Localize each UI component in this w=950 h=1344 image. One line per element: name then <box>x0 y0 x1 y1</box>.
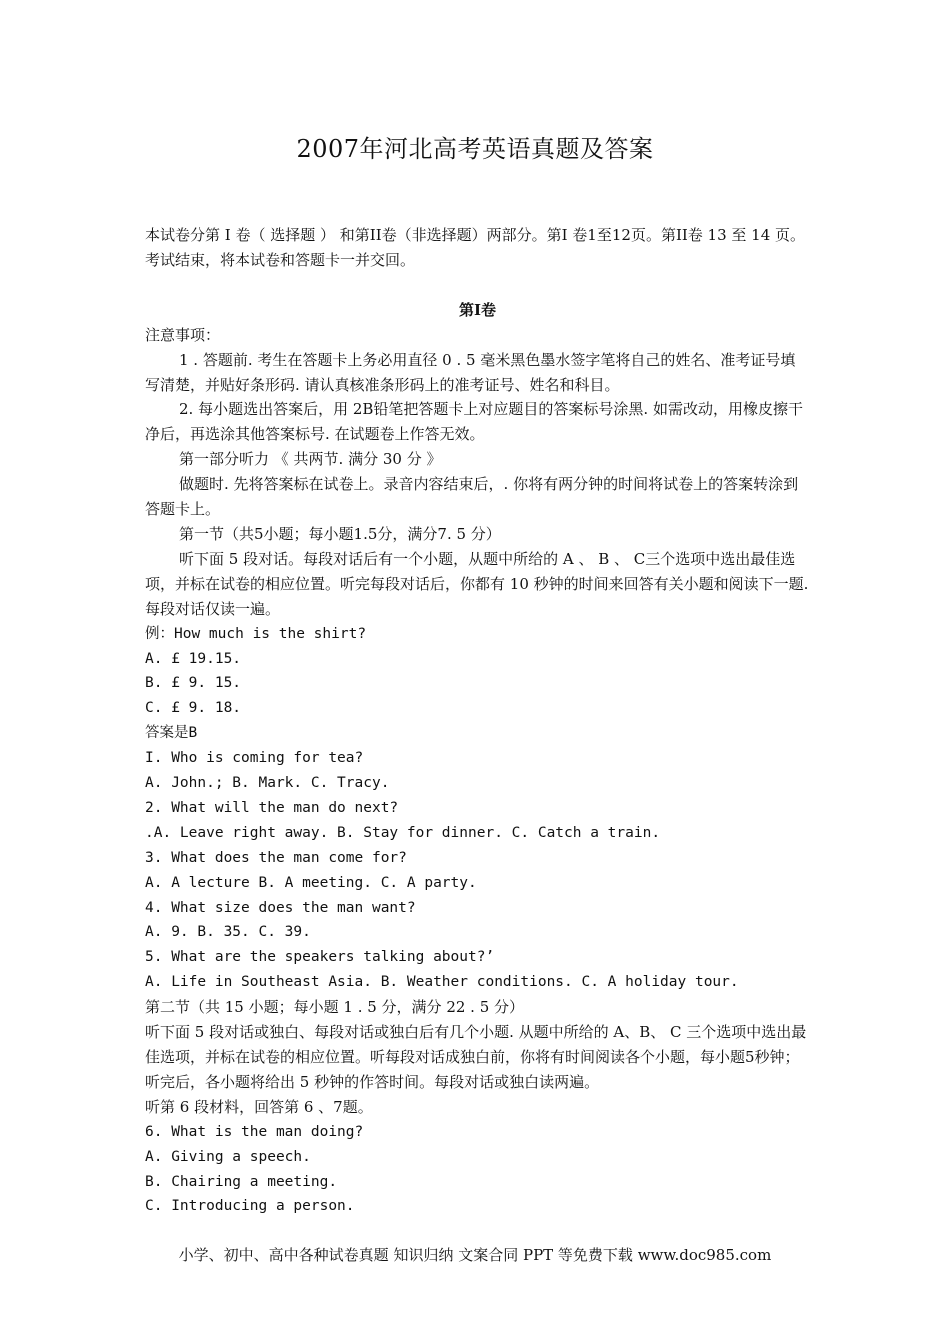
notice-item-2: 2. 每小题选出答案后，用 2B铅笔把答题卡上对应题目的答案标号涂黑. 如需改动，用橡皮擦干净后，再选涂其他答案标号. 在试题卷上作答无效。 <box>145 400 803 444</box>
text-line: 4. What size does the man want? <box>145 899 416 916</box>
section2-description: 听下面 5 段对话或独白、每段对话或独白后有几个小题. 从题中所给的 A、B、 C 三个选项中选出最佳选项，并标在试卷的相应位置。听每段对话成独白前，你将有时间阅读各个小题，每小题5秒钟；听完后，各小题将给出 5 秒钟的作答时间。每段对话或独白读两遍。 <box>145 1023 807 1091</box>
text-line: 例：How much is the shirt? <box>145 625 367 642</box>
text-line: A. A lecture B. A meeting. C. A party. <box>145 874 477 891</box>
text-line: A. Life in Southeast Asia. B. Weather conditions. C. A holiday tour. <box>145 974 739 991</box>
text-line: 5. What are the speakers talking about?’ <box>145 949 495 966</box>
text-line: 答案是B <box>145 725 198 742</box>
section2-title: 第二节（共 15 小题；每小题 1 . 5 分，满分 22 . 5 分） <box>145 998 525 1017</box>
text-line: B. Chairing a meeting. <box>145 1173 338 1190</box>
text-line: .A. Leave right away. B. Stay for dinner. C. Catch a train. <box>145 824 661 841</box>
page-title: 2007年河北高考英语真题及答案 <box>296 135 654 163</box>
notice-item-1: 1 . 答题前. 考生在答题卡上务必用直径 0 . 5 毫米黑色墨水签字笔将自己的姓名、准考证号填写清楚，并贴好条形码. 请认真核准条形码上的准考证号、姓名和科目。 <box>145 350 796 394</box>
text-line: A. £ 19.15. <box>145 650 242 667</box>
text-line: A. Giving a speech. <box>145 1148 311 1165</box>
notice-label: 注意事项： <box>145 325 221 344</box>
page-footer: 小学、初中、高中各种试卷真题 知识归纳 文案合同 PPT 等免费下载 www.doc985.com <box>178 1246 772 1264</box>
part1-title: 第一部分听力 《 共两节. 满分 30 分 》 <box>179 450 442 469</box>
intro-paragraph: 本试卷分第 I 卷（ 选择题 ） 和第II卷（非选择题）两部分。第I 卷1至12页。第II卷 13 至 14 页。考试结束，将本试卷和答题卡一并交回。 <box>145 226 806 269</box>
section1-title: 第一节（共5小题；每小题1.5分，满分7. 5 分） <box>179 524 501 543</box>
text-line: A. John.; B. Mark. C. Tracy. <box>145 775 390 792</box>
text-line: B. £ 9. 15. <box>145 675 242 692</box>
section-title: 第I卷 <box>458 300 497 319</box>
text-line: 6. What is the man doing? <box>145 1123 364 1140</box>
text-line: I. Who is coming for tea? <box>145 750 364 767</box>
text-line: 2. What will the man do next? <box>145 799 399 816</box>
text-line: 听第 6 段材料，回答第 6 、7题。 <box>145 1097 373 1116</box>
text-line: C. Introducing a person. <box>145 1198 355 1215</box>
document-body <box>145 223 810 1219</box>
text-line: 3. What does the man come for? <box>145 849 407 866</box>
part1-description: 做题时. 先将答案标在试卷上。录音内容结束后，. 你将有两分钟的时间将试卷上的答案转涂到答题卡上。 <box>145 475 799 519</box>
section1-description: 听下面 5 段对话。每段对话后有一个小题，从题中所给的 A 、 B 、 C三个选项中选出最佳选项，并标在试卷的相应位置。听完每段对话后，你都有 10 秒钟的时间来回答有关小题和阅读下一题. 每段对话仅读一遍。 <box>145 549 809 618</box>
text-line: C. £ 9. 18. <box>145 700 242 717</box>
text-line: A. 9. B. 35. C. 39. <box>145 924 311 941</box>
